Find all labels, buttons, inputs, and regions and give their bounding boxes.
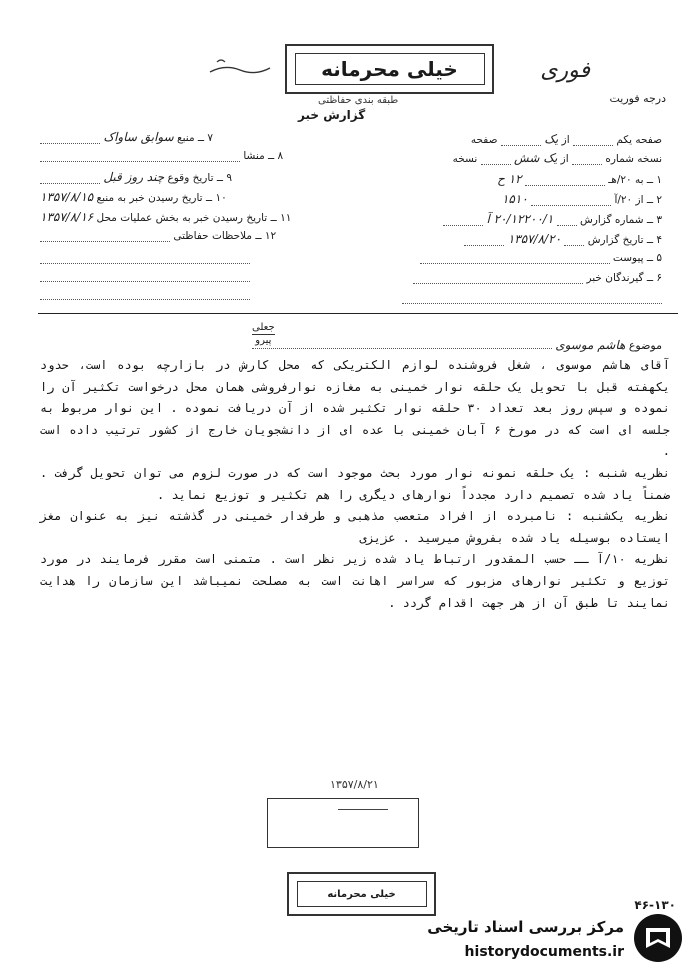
field-date-to-operations: ۱۱ ــ تاریخ رسیدن خبر به بخش عملیات محل ۱۳۵۷/۸/۱۶ [40,210,292,224]
classification-stamp-text: خیلی محرمانه [295,53,485,85]
small-signature: جعلی پیرو [252,322,275,346]
pen-scribble-icon [205,50,275,80]
bottom-classification-stamp [287,872,436,916]
subject-label: موضوع [628,339,662,352]
field-to: ۱ ــ به ۲۰/هـ ۱۲ ح [497,172,662,186]
priority-degree-label: درجه فوریت [609,92,666,105]
report-title: گزارش خبر [298,108,366,122]
subject-value: هاشم موسوی [555,338,626,352]
field-source: ۷ ــ منبع سوابق ساواک [40,130,213,144]
org-name: مرکز بررسی اسناد تاریخی [427,918,624,936]
field-report-number: ۳ ــ شماره گزارش ۲۰/۱۲۲۰۰/۱ آ [443,212,662,226]
field-attachment: ۵ ــ پیوست [420,252,662,264]
body-paragraph: نظریه شنبه : یک حلقه نمونه نوار مورد بحث موجود است که در صورت لزوم می توان تحویل گرفت . ضمناً یاد شده تصمیم دارد مجدداً نوارهای دیگری را هم تکثیر و توزیع نماید . [40,465,670,502]
receipt-stamp-box [267,798,419,848]
field-event-date: ۹ ــ تاریخ وقوع چند روز قبل [40,170,232,184]
header-divider [38,313,678,314]
handwritten-priority: فوری [540,58,590,83]
subject-line [252,338,662,352]
bottom-stamp-text: خیلی محرمانه [297,881,427,907]
body-paragraph: آقای هاشم موسوی ، شغل فروشنده لوازم الکتریکی که محل کارش در بازارچه بوده است، حدود یکهفته قبل با تحویل یک حلقه نوار خمینی به مغازه نوارفروشی همان محل درخواست تکثیر آن را نموده و سپس روز بعد تعداد ۳۰ حلقه نوار تکثیر شده از آن دریافت نموده . این نوار مربوط به جلسه ای است که در مورخ ۶ آبان خمینی با عده ای از دانشجویان خارج از کشور ترتیب داده است . [40,358,670,459]
field-origin: ۸ ــ منشا [40,150,283,162]
field-security-notes: ۱۲ ــ ملاحظات حفاظتی [40,230,276,242]
classification-label: طبقه بندی حفاظتی [318,95,399,106]
body-paragraph: نظریه ۱۰/آ ــ حسب المقدور ارتباط یاد شده زیر نظر است . متمنی است مقرر فرمایند در مورد توزیع و تکثیر نوارهای مزبور که سراسر اهانت است به مصلحت نمیباشد این سازمان را هدایت نمایند تا طبق آن از هر جهت اقدام گردد . [40,552,671,610]
empty-line [40,262,250,264]
empty-line [402,302,662,304]
field-page: صفحه یکم از یک صفحه [470,132,662,146]
report-body [40,355,670,614]
empty-line [40,280,250,282]
field-date-to-source: ۱۰ ــ تاریخ رسیدن خبر به منبع ۱۳۵۷/۸/۱۵ [40,190,227,204]
date-stamp: ۱۳۵۷/۸/۲۱ [330,778,379,791]
empty-line [40,298,250,300]
field-recipients: ۶ ــ گیرندگان خبر [413,272,662,284]
field-copy-number: نسخه شماره از یک شش نسخه [452,151,662,165]
archive-logo-icon [632,912,684,964]
field-from: ۲ ــ از ۲۰/آ ۱۵۱۰ [501,192,662,206]
field-report-date: ۴ ــ تاریخ گزارش ۱۳۵۷/۸/۲۰ [464,232,662,246]
classification-stamp [285,44,494,94]
body-paragraph: نظریه یکشنبه : نامبرده از افراد متعصب مذهبی و طرفدار خمینی در گذشته نیز به عنوان مغز ایستاده بوسیله یاد شده بفروش میرسید . عزیزی [40,509,670,545]
page-number: ۴۶-۱۳۰ [634,898,676,912]
org-url: historydocuments.ir [464,944,624,960]
